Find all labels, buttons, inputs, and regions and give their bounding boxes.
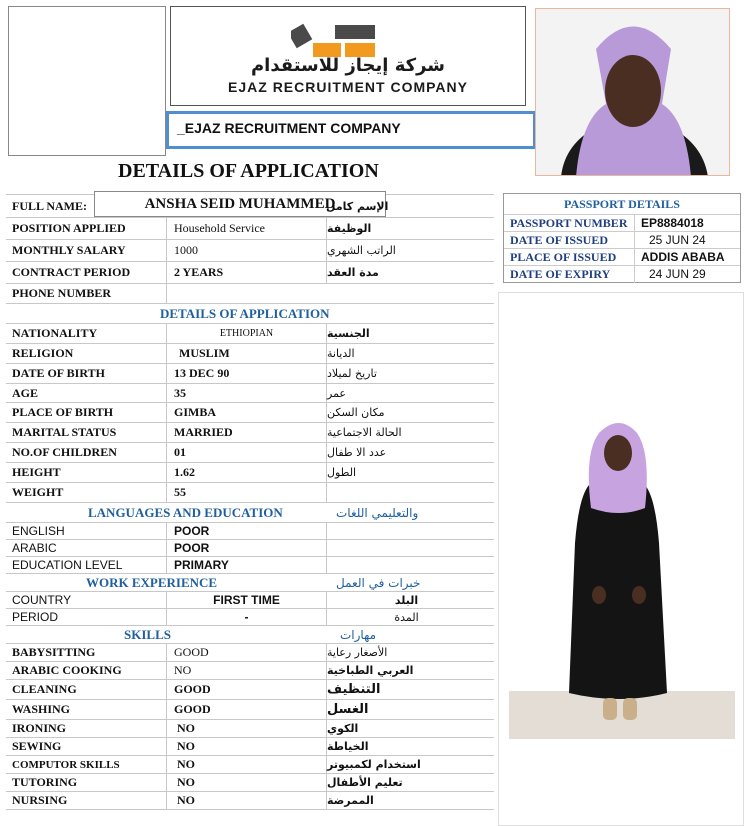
table-row [6, 523, 494, 540]
row-label: NO.OF CHILDREN [12, 445, 117, 459]
full-body-photo [498, 292, 744, 826]
row-label: DATE OF BIRTH [12, 366, 105, 380]
company-banner [166, 111, 536, 149]
table-row [6, 720, 494, 738]
table-row [6, 738, 494, 756]
row-arabic: مكان السكن [326, 403, 494, 422]
details-heading [6, 304, 494, 324]
skills-heading [6, 626, 494, 644]
row-arabic: تاريخ لميلاد [326, 364, 494, 383]
full-name-row [6, 194, 494, 218]
table-row [6, 218, 494, 240]
passport-label: PLACE OF ISSUED [510, 250, 617, 264]
table-row [6, 344, 494, 364]
row-arabic: الوظيفة [326, 218, 494, 239]
skills-heading-arabic: مهارات [340, 627, 377, 642]
row-arabic: الخياطة [326, 738, 494, 755]
row-label: ARABIC COOKING [12, 663, 122, 677]
table-row [6, 557, 494, 574]
row-value: FIRST TIME [166, 592, 326, 608]
passport-label: DATE OF EXPIRY [510, 267, 611, 281]
row-arabic-empty [326, 523, 494, 539]
row-label: NATIONALITY [12, 326, 98, 340]
table-row [6, 364, 494, 384]
table-row [6, 443, 494, 463]
passport-row [504, 231, 740, 249]
table-row [6, 792, 494, 810]
skills-heading-text: SKILLS [124, 626, 171, 642]
row-value: NO [166, 774, 326, 791]
passport-row [504, 248, 740, 266]
row-arabic: الغسل [326, 700, 494, 719]
row-label: PHONE NUMBER [12, 286, 111, 300]
table-row [6, 644, 494, 662]
table-row [6, 284, 494, 304]
work-heading [6, 574, 494, 592]
row-label: CONTRACT PERIOD [12, 265, 131, 279]
passport-value: 25 JUN 24 [634, 232, 706, 249]
row-label: EDUCATION LEVEL [12, 558, 123, 572]
logo-english-text: EJAZ RECRUITMENT COMPANY [228, 79, 468, 95]
table-row [6, 774, 494, 792]
row-arabic: التنظيف [326, 680, 494, 699]
row-label: PERIOD [12, 610, 59, 624]
table-row [6, 463, 494, 483]
row-arabic [326, 483, 494, 502]
row-arabic: استخدام لكمبيوتر [326, 756, 494, 773]
passport-row [504, 265, 740, 283]
row-value: 2 YEARS [166, 262, 326, 283]
row-arabic: الممرضة [326, 792, 494, 809]
row-label: RELIGION [12, 346, 74, 360]
table-row [6, 262, 494, 284]
company-banner-text: _EJAZ RECRUITMENT COMPANY [169, 114, 533, 146]
row-value: MUSLIM [166, 344, 326, 363]
row-label: COMPUTOR SKILLS [12, 758, 120, 771]
blank-photo-box [8, 6, 166, 156]
row-label: SEWING [12, 739, 62, 753]
row-arabic: الراتب الشهري [326, 240, 494, 261]
row-value: ETHIOPIAN [166, 324, 326, 343]
row-label: MONTHLY SALARY [12, 243, 126, 257]
passport-row [504, 214, 740, 232]
row-arabic: عمر [326, 384, 494, 402]
table-row [6, 403, 494, 423]
table-row [6, 483, 494, 503]
row-arabic: الجنسية [326, 324, 494, 343]
passport-value: EP8884018 [634, 215, 704, 232]
passport-label: DATE OF ISSUED [510, 233, 609, 247]
passport-value: 24 JUN 29 [634, 266, 706, 283]
row-arabic: العربي الطباخية [326, 662, 494, 679]
passport-details [503, 193, 741, 283]
full-name-arabic: الإسم كامل [326, 199, 389, 213]
row-label: ARABIC [12, 541, 57, 555]
languages-heading-text: LANGUAGES AND EDUCATION [88, 504, 283, 520]
row-arabic: الطول [326, 463, 494, 482]
table-row [6, 240, 494, 262]
row-label: ENGLISH [12, 524, 65, 538]
row-value: PRIMARY [166, 557, 326, 573]
row-value: NO [166, 792, 326, 809]
row-value: GOOD [166, 680, 326, 699]
table-row [6, 680, 494, 700]
passport-label: PASSPORT NUMBER [510, 216, 628, 230]
row-label: BABYSITTING [12, 645, 96, 659]
row-label: COUNTRY [12, 593, 72, 607]
row-arabic: المدة [326, 609, 494, 625]
row-label: TUTORING [12, 775, 78, 789]
row-label: AGE [12, 385, 39, 400]
passport-heading: PASSPORT DETAILS [564, 197, 680, 211]
row-label: MARITAL STATUS [12, 425, 117, 439]
logo-arabic-text: شركة إيجاز للاستقدام [250, 55, 446, 76]
row-value: Household Service [166, 218, 326, 239]
row-arabic: الديانة [326, 344, 494, 363]
portrait-photo [535, 8, 730, 176]
company-logo [170, 6, 526, 106]
row-value: 35 [166, 384, 326, 402]
row-label: CLEANING [12, 682, 77, 696]
row-value: POOR [166, 523, 326, 539]
full-name-value: ANSHA SEID MUHAMMED [94, 191, 386, 217]
row-value: NO [166, 662, 326, 679]
row-value: NO [166, 720, 326, 737]
table-row [6, 423, 494, 443]
work-heading-text: WORK EXPERIENCE [86, 574, 218, 590]
row-value: 01 [166, 443, 326, 462]
row-label: IRONING [12, 721, 67, 735]
page-title: DETAILS OF APPLICATION [118, 160, 379, 182]
table-row [6, 592, 494, 609]
table-row [6, 700, 494, 720]
row-value: - [166, 609, 326, 625]
row-arabic: تعليم الأطفال [326, 774, 494, 791]
row-label: WASHING [12, 702, 71, 716]
row-arabic: البلد [326, 592, 494, 608]
row-value: GIMBA [166, 403, 326, 422]
row-value: NO [166, 756, 326, 773]
row-label: NURSING [12, 793, 68, 807]
row-value: POOR [166, 540, 326, 556]
table-row [6, 384, 494, 403]
table-row [6, 324, 494, 344]
row-arabic: مدة العقد [326, 262, 494, 283]
work-heading-arabic: خبرات في العمل [336, 575, 421, 590]
row-value: GOOD [166, 644, 326, 661]
row-arabic-empty [326, 557, 494, 573]
languages-heading-arabic: والتعليمي اللغات [336, 505, 419, 520]
row-arabic: الأصغار رعاية [326, 644, 494, 661]
row-arabic-empty [326, 540, 494, 556]
table-row [6, 609, 494, 626]
row-value: MARRIED [166, 423, 326, 442]
table-row [6, 540, 494, 557]
row-label: WEIGHT [12, 485, 64, 499]
passport-value: ADDIS ABABA [634, 249, 725, 266]
row-arabic: عدد الا طفال [326, 443, 494, 462]
row-arabic: الحالة الاجتماعية [326, 423, 494, 442]
table-row [6, 662, 494, 680]
row-value [166, 284, 326, 303]
row-label: POSITION APPLIED [12, 221, 126, 235]
row-label: PLACE OF BIRTH [12, 405, 114, 419]
row-label: HEIGHT [12, 465, 61, 479]
row-value: 13 DEC 90 [166, 364, 326, 383]
row-value: 55 [166, 483, 326, 502]
languages-heading [6, 503, 494, 523]
full-name-label: FULL NAME: [12, 198, 87, 213]
row-value: GOOD [166, 700, 326, 719]
row-value: NO [166, 738, 326, 755]
row-value: 1.62 [166, 463, 326, 482]
table-row [6, 756, 494, 774]
row-arabic: الكوي [326, 720, 494, 737]
details-heading-text: DETAILS OF APPLICATION [160, 305, 330, 321]
row-value: 1000 [166, 240, 326, 261]
